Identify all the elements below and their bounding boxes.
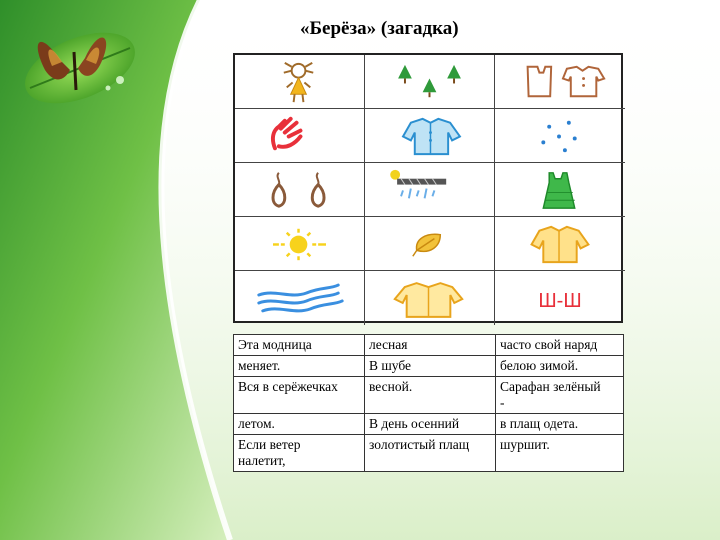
table-cell: В день осенний bbox=[365, 414, 496, 435]
table-cell: белою зимой. bbox=[496, 356, 624, 377]
table-cell: В шубе bbox=[365, 356, 496, 377]
rustle-text: Ш-Ш bbox=[538, 290, 582, 312]
table-cell: Вся в серёжечках bbox=[234, 377, 365, 414]
table-cell: лесная bbox=[365, 335, 496, 356]
leaf-icon bbox=[365, 217, 495, 271]
table-cell: Если ветер налетит, bbox=[234, 435, 365, 472]
riddle-table bbox=[233, 334, 624, 472]
table-cell: золотистый плащ bbox=[365, 435, 496, 472]
sun-icon bbox=[235, 217, 365, 271]
earrings-icon bbox=[235, 163, 365, 217]
table-row bbox=[234, 356, 624, 377]
wind-icon bbox=[235, 271, 365, 325]
table-row bbox=[234, 335, 624, 356]
girl-icon bbox=[235, 55, 365, 109]
snowflakes-icon bbox=[495, 109, 625, 163]
hand-icon bbox=[235, 109, 365, 163]
rain-cloud-icon bbox=[365, 163, 495, 217]
page-title: «Берёза» (загадка) bbox=[300, 18, 459, 39]
rustle-icon bbox=[495, 271, 625, 325]
picture-grid bbox=[233, 53, 623, 323]
table-row bbox=[234, 435, 624, 472]
table-row bbox=[234, 414, 624, 435]
table-row bbox=[234, 377, 624, 414]
table-cell: Эта модница bbox=[234, 335, 365, 356]
table-cell: часто свой наряд bbox=[496, 335, 624, 356]
green-sundress-icon bbox=[495, 163, 625, 217]
table-cell: шуршит. bbox=[496, 435, 624, 472]
table-cell: меняет. bbox=[234, 356, 365, 377]
fir-trees-icon bbox=[365, 55, 495, 109]
dress-icon bbox=[495, 55, 625, 109]
gold-coat-icon bbox=[365, 271, 495, 325]
golden-coat-icon bbox=[495, 217, 625, 271]
table-cell: Сарафан зелёный - bbox=[496, 377, 624, 414]
table-cell: весной. bbox=[365, 377, 496, 414]
fur-coat-icon bbox=[365, 109, 495, 163]
table-cell: летом. bbox=[234, 414, 365, 435]
table-cell: в плащ одета. bbox=[496, 414, 624, 435]
